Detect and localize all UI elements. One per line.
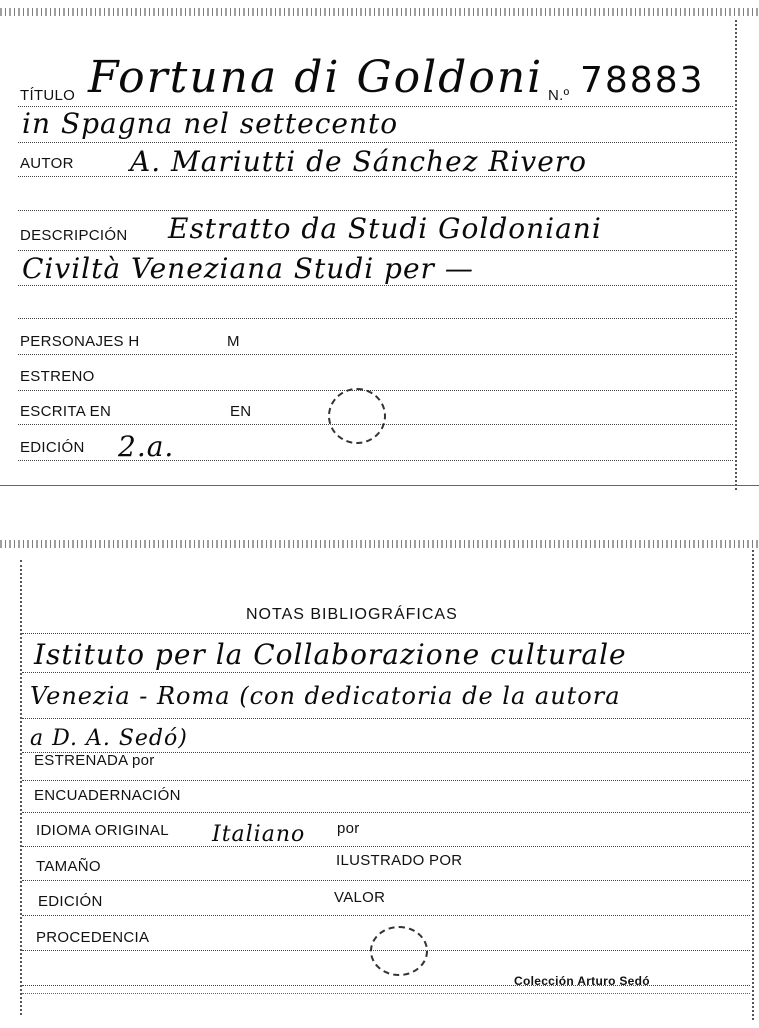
punch-hole xyxy=(328,388,386,444)
card-top-edge xyxy=(0,8,759,16)
rule xyxy=(22,633,750,634)
catalog-card-back xyxy=(0,530,759,1025)
rule xyxy=(18,390,733,391)
edicion2-label: EDICIÓN xyxy=(38,893,103,910)
rule xyxy=(22,846,750,847)
descripcion-continuation: Civiltà Veneziana Studi per — xyxy=(22,252,474,285)
ilustrado-label: ILUSTRADO POR xyxy=(336,852,463,869)
card-right-border xyxy=(752,550,754,1020)
edicion-label: EDICIÓN xyxy=(20,439,85,456)
rule xyxy=(18,460,733,461)
valor-label: VALOR xyxy=(334,889,386,906)
numero-label: N.º xyxy=(548,87,570,104)
idioma-value: Italiano xyxy=(212,822,306,847)
rule xyxy=(22,672,750,673)
personajes-m-label: M xyxy=(227,333,240,350)
rule xyxy=(18,210,733,211)
catalog-card-front xyxy=(0,0,759,495)
titulo-continuation: in Spagna nel settecento xyxy=(22,107,399,140)
rule xyxy=(22,718,750,719)
numero-value: 78883 xyxy=(580,60,705,101)
autor-value: A. Mariutti de Sánchez Rivero xyxy=(130,145,588,178)
titulo-label: TÍTULO xyxy=(20,87,76,104)
notes-line-1: Istituto per la Collaborazione culturale xyxy=(34,638,627,671)
rule xyxy=(18,285,733,286)
rule xyxy=(22,880,750,881)
idioma-por-label: por xyxy=(337,820,360,837)
encuadernacion-label: ENCUADERNACIÓN xyxy=(34,787,181,804)
descripcion-label: DESCRIPCIÓN xyxy=(20,227,128,244)
rule xyxy=(22,812,750,813)
escrita-label: ESCRITA EN xyxy=(20,403,112,420)
punch-hole xyxy=(370,926,428,976)
descripcion-value: Estratto da Studi Goldoniani xyxy=(168,212,602,245)
notas-heading: NOTAS BIBLIOGRÁFICAS xyxy=(246,606,458,623)
rule xyxy=(18,250,733,251)
tamano-label: TAMAÑO xyxy=(36,858,101,875)
edicion-value: 2.a. xyxy=(118,430,175,463)
idioma-label: IDIOMA ORIGINAL xyxy=(36,822,169,839)
coleccion-label: Colección Arturo Sedó xyxy=(514,974,650,988)
rule xyxy=(18,318,733,319)
notes-line-3: a D. A. Sedó) xyxy=(30,726,188,751)
estreno-label: ESTRENO xyxy=(20,368,95,385)
en-label: EN xyxy=(230,403,252,420)
rule xyxy=(18,354,733,355)
card-right-border xyxy=(735,20,737,490)
card-left-border xyxy=(20,560,22,1015)
rule xyxy=(18,142,733,143)
notes-line-2: Venezia - Roma (con dedicatoria de la autora xyxy=(30,682,621,710)
rule xyxy=(22,780,750,781)
rule xyxy=(22,915,750,916)
card-top-edge xyxy=(0,540,759,548)
personajes-label: PERSONAJES H xyxy=(20,333,140,350)
rule xyxy=(0,485,759,486)
procedencia-label: PROCEDENCIA xyxy=(36,929,150,946)
estrenada-label: ESTRENADA por xyxy=(34,752,155,769)
autor-label: AUTOR xyxy=(20,155,74,172)
titulo-value: Fortuna di Goldoni xyxy=(88,52,544,103)
rule xyxy=(18,176,733,177)
rule xyxy=(22,993,750,994)
